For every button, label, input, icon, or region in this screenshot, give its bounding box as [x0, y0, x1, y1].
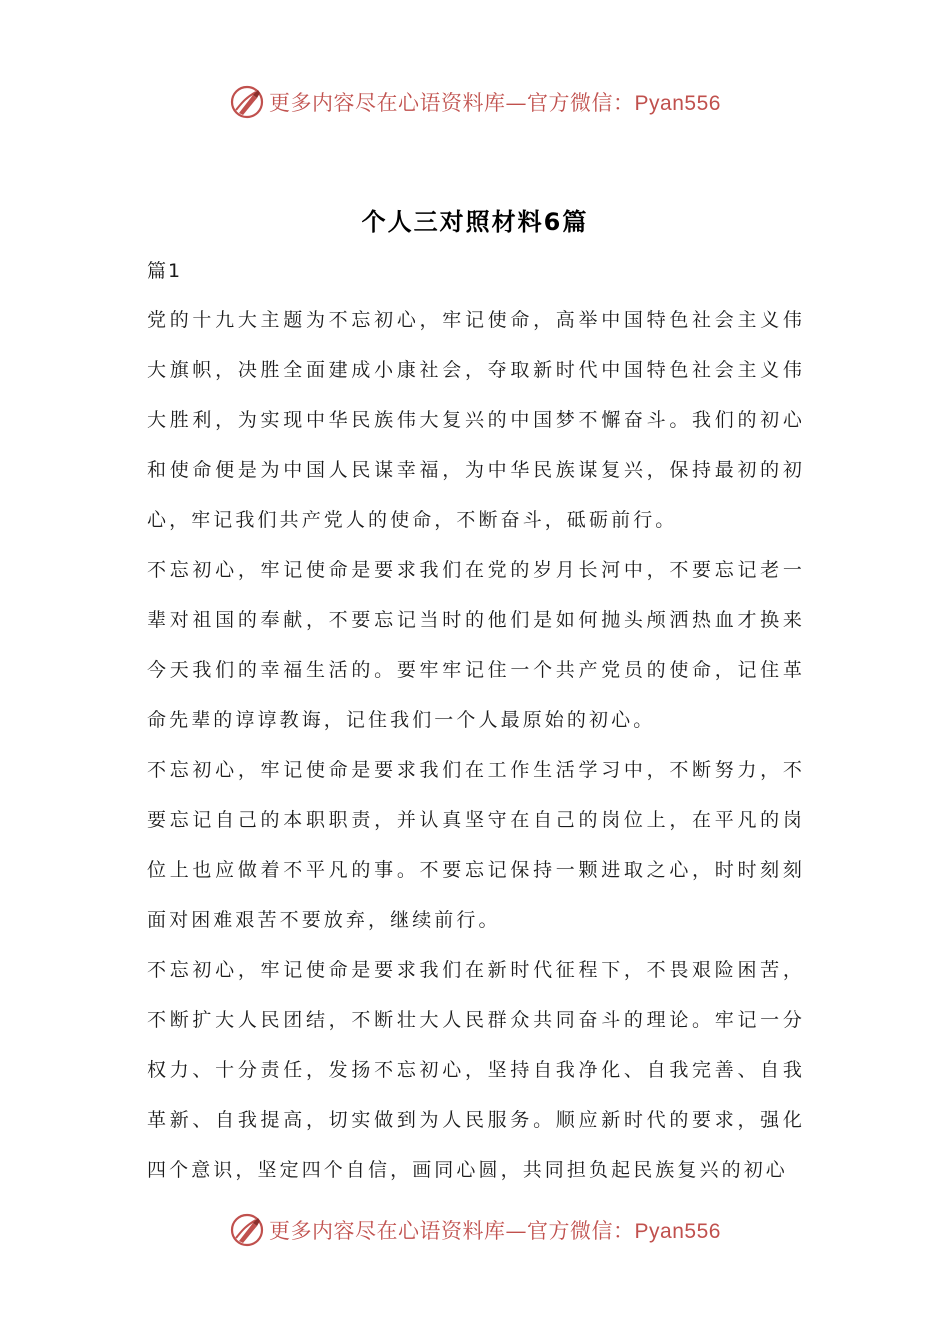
banner-text — [269, 87, 721, 117]
banner-text — [269, 1215, 721, 1245]
section-label: 篇1 — [147, 260, 183, 282]
paragraph: 不忘初心，牢记使命是要求我们在党的岁月长河中，不要忘记老一辈对祖国的奉献，不要忘记当时的他们是如何抛头颅洒热血才换来今天我们的幸福生活的。要牢牢记住一个共产党员的使命，记住革命先辈的谆谆教诲，记住我们一个人最原始的初心。 — [147, 559, 805, 731]
pen-logo-icon — [229, 1212, 265, 1248]
header-banner — [0, 82, 950, 122]
document-body — [147, 295, 805, 1195]
pen-logo-icon — [229, 84, 265, 120]
footer-banner — [0, 1210, 950, 1250]
banner-text-main: 更多内容尽在心语资料库—官方微信： — [269, 91, 635, 115]
banner-wechat-id: Pyan556 — [634, 92, 721, 115]
paragraph: 不忘初心，牢记使命是要求我们在工作生活学习中，不断努力，不要忘记自己的本职职责，并认真坚守在自己的岗位上，在平凡的岗位上也应做着不平凡的事。不要忘记保持一颗进取之心，时时刻刻面对困难艰苦不要放弃，继续前行。 — [147, 759, 805, 931]
paragraph: 党的十九大主题为不忘初心，牢记使命，高举中国特色社会主义伟大旗帜，决胜全面建成小康社会，夺取新时代中国特色社会主义伟大胜利，为实现中华民族伟大复兴的中国梦不懈奋斗。我们的初心和使命便是为中国人民谋幸福，为中华民族谋复兴，保持最初的初心，牢记我们共产党人的使命，不断奋斗，砥砺前行。 — [147, 309, 805, 531]
banner-text-main: 更多内容尽在心语资料库—官方微信： — [269, 1219, 635, 1243]
banner-wechat-id: Pyan556 — [634, 1220, 721, 1243]
paragraph: 不忘初心，牢记使命是要求我们在新时代征程下，不畏艰险困苦，不断扩大人民团结，不断壮大人民群众共同奋斗的理论。牢记一分权力、十分责任，发扬不忘初心，坚持自我净化、自我完善、自我革新、自我提高，切实做到为人民服务。顺应新时代的要求，强化四个意识，坚定四个自信，画同心圆，共同担负起民族复兴的初心 — [147, 959, 805, 1181]
document-title: 个人三对照材料6篇 — [361, 208, 589, 236]
